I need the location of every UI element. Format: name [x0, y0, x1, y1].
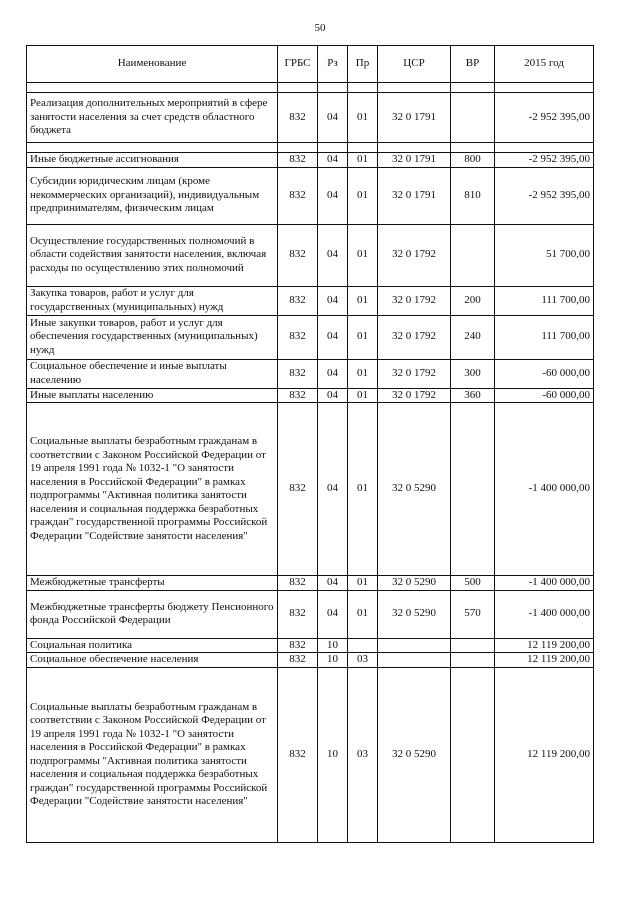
row-csr — [378, 653, 451, 668]
row-amount: 51 700,00 — [495, 224, 594, 286]
row-pr: 01 — [348, 576, 378, 591]
table-row — [27, 667, 594, 842]
row-csr: 32 0 1791 — [378, 153, 451, 168]
table-row — [27, 653, 594, 668]
row-pr: 01 — [348, 224, 378, 286]
row-pr: 01 — [348, 388, 378, 403]
row-grbs: 832 — [278, 93, 318, 143]
row-csr: 32 0 5290 — [378, 403, 451, 576]
budget-table — [26, 45, 594, 843]
row-amount: -2 952 395,00 — [495, 167, 594, 224]
row-csr: 32 0 1791 — [378, 167, 451, 224]
table-row — [27, 590, 594, 638]
row-rz: 04 — [318, 359, 348, 388]
row-name: Социальное обеспечение населения — [27, 653, 278, 668]
row-name: Социальные выплаты безработным гражданам в соответствии с Законом Российской Федерации от 19 апреля 1991 года № 1032-1 "О занятости населения в Российской Федерации" в рамках подпрограммы "Активная политика занятости населения и социальная поддержка безработных граждан" государственной программы Российской Федерации "Содействие занятости населения" — [27, 667, 278, 842]
row-csr: 32 0 1792 — [378, 388, 451, 403]
table-row — [27, 403, 594, 576]
row-pr: 03 — [348, 653, 378, 668]
row-rz: 04 — [318, 403, 348, 576]
row-csr: 32 0 1792 — [378, 359, 451, 388]
row-grbs: 832 — [278, 286, 318, 315]
row-vr: 810 — [451, 167, 495, 224]
row-amount: -60 000,00 — [495, 359, 594, 388]
row-rz: 10 — [318, 653, 348, 668]
table-row — [27, 167, 594, 224]
row-vr: 200 — [451, 286, 495, 315]
page-number: 50 — [314, 22, 326, 34]
row-name: Социальные выплаты безработным гражданам в соответствии с Законом Российской Федерации от 19 апреля 1991 года № 1032-1 "О занятости населения в Российской Федерации" в рамках подпрограммы "Активная политика занятости населения и социальная поддержка безработных граждан" государственной программы Российской Федерации "Содействие занятости населения" — [27, 403, 278, 576]
row-csr: 32 0 1792 — [378, 224, 451, 286]
row-grbs: 832 — [278, 576, 318, 591]
row-pr: 01 — [348, 403, 378, 576]
row-amount: 111 700,00 — [495, 286, 594, 315]
header-pr: Пр — [348, 46, 378, 83]
row-vr — [451, 653, 495, 668]
row-grbs: 832 — [278, 359, 318, 388]
row-name: Социальная политика — [27, 638, 278, 653]
row-rz: 04 — [318, 167, 348, 224]
row-amount: -1 400 000,00 — [495, 403, 594, 576]
row-grbs: 832 — [278, 167, 318, 224]
row-grbs: 832 — [278, 388, 318, 403]
row-name: Иные выплаты населению — [27, 388, 278, 403]
table-row — [27, 315, 594, 359]
row-vr: 300 — [451, 359, 495, 388]
row-vr — [451, 638, 495, 653]
row-amount: 111 700,00 — [495, 315, 594, 359]
row-pr — [348, 638, 378, 653]
row-vr — [451, 93, 495, 143]
header-year: 2015 год — [495, 46, 594, 83]
row-name: Иные бюджетные ассигнования — [27, 153, 278, 168]
row-vr: 240 — [451, 315, 495, 359]
header-row — [27, 46, 594, 83]
row-grbs: 832 — [278, 590, 318, 638]
row-vr: 800 — [451, 153, 495, 168]
row-grbs: 832 — [278, 224, 318, 286]
row-name: Закупка товаров, работ и услуг для государственных (муниципальных) нужд — [27, 286, 278, 315]
row-pr: 01 — [348, 315, 378, 359]
row-vr — [451, 403, 495, 576]
header-csr: ЦСР — [378, 46, 451, 83]
table-row — [27, 93, 594, 143]
row-vr: 360 — [451, 388, 495, 403]
row-rz: 04 — [318, 286, 348, 315]
table-row — [27, 153, 594, 168]
row-rz: 10 — [318, 667, 348, 842]
row-name: Социальное обеспечение и иные выплаты населению — [27, 359, 278, 388]
row-rz: 04 — [318, 153, 348, 168]
row-vr — [451, 667, 495, 842]
table-row — [27, 224, 594, 286]
row-vr — [451, 224, 495, 286]
row-pr: 01 — [348, 359, 378, 388]
row-name: Осуществление государственных полномочий в области содействия занятости населения, включая расходы по осуществлению этих полномочий — [27, 224, 278, 286]
row-csr: 32 0 5290 — [378, 576, 451, 591]
row-amount: 12 119 200,00 — [495, 667, 594, 842]
row-grbs: 832 — [278, 638, 318, 653]
row-pr: 01 — [348, 590, 378, 638]
row-amount: -60 000,00 — [495, 388, 594, 403]
row-csr — [378, 638, 451, 653]
row-name: Реализация дополнительных мероприятий в сфере занятости населения за счет средств областного бюджета — [27, 93, 278, 143]
row-csr: 32 0 5290 — [378, 667, 451, 842]
row-amount: 12 119 200,00 — [495, 653, 594, 668]
row-pr: 01 — [348, 153, 378, 168]
table-row — [27, 359, 594, 388]
row-rz: 10 — [318, 638, 348, 653]
table-row — [27, 388, 594, 403]
row-rz: 04 — [318, 315, 348, 359]
table-row — [27, 576, 594, 591]
row-grbs: 832 — [278, 153, 318, 168]
row-name: Субсидии юридическим лицам (кроме некоммерческих организаций), индивидуальным предпринимателям, физическим лицам — [27, 167, 278, 224]
row-csr: 32 0 1792 — [378, 286, 451, 315]
row-vr: 500 — [451, 576, 495, 591]
row-pr: 01 — [348, 93, 378, 143]
table-row — [27, 638, 594, 653]
table-row — [27, 286, 594, 315]
row-name: Иные закупки товаров, работ и услуг для обеспечения государственных (муниципальных) нужд — [27, 315, 278, 359]
row-rz: 04 — [318, 590, 348, 638]
header-vr: ВР — [451, 46, 495, 83]
header-name: Наименование — [27, 46, 278, 83]
row-rz: 04 — [318, 93, 348, 143]
row-rz: 04 — [318, 224, 348, 286]
row-vr: 570 — [451, 590, 495, 638]
row-pr: 01 — [348, 286, 378, 315]
row-grbs: 832 — [278, 403, 318, 576]
row-amount: -1 400 000,00 — [495, 590, 594, 638]
row-grbs: 832 — [278, 653, 318, 668]
row-name: Межбюджетные трансферты бюджету Пенсионного фонда Российской Федерации — [27, 590, 278, 638]
row-grbs: 832 — [278, 667, 318, 842]
row-pr: 01 — [348, 167, 378, 224]
row-csr: 32 0 1791 — [378, 93, 451, 143]
row-rz: 04 — [318, 576, 348, 591]
row-pr: 03 — [348, 667, 378, 842]
row-csr: 32 0 5290 — [378, 590, 451, 638]
row-amount: -2 952 395,00 — [495, 93, 594, 143]
row-amount: -1 400 000,00 — [495, 576, 594, 591]
row-rz: 04 — [318, 388, 348, 403]
row-amount: -2 952 395,00 — [495, 153, 594, 168]
row-name: Межбюджетные трансферты — [27, 576, 278, 591]
header-grbs: ГРБС — [278, 46, 318, 83]
header-rz: Рз — [318, 46, 348, 83]
row-csr: 32 0 1792 — [378, 315, 451, 359]
row-grbs: 832 — [278, 315, 318, 359]
row-amount: 12 119 200,00 — [495, 638, 594, 653]
